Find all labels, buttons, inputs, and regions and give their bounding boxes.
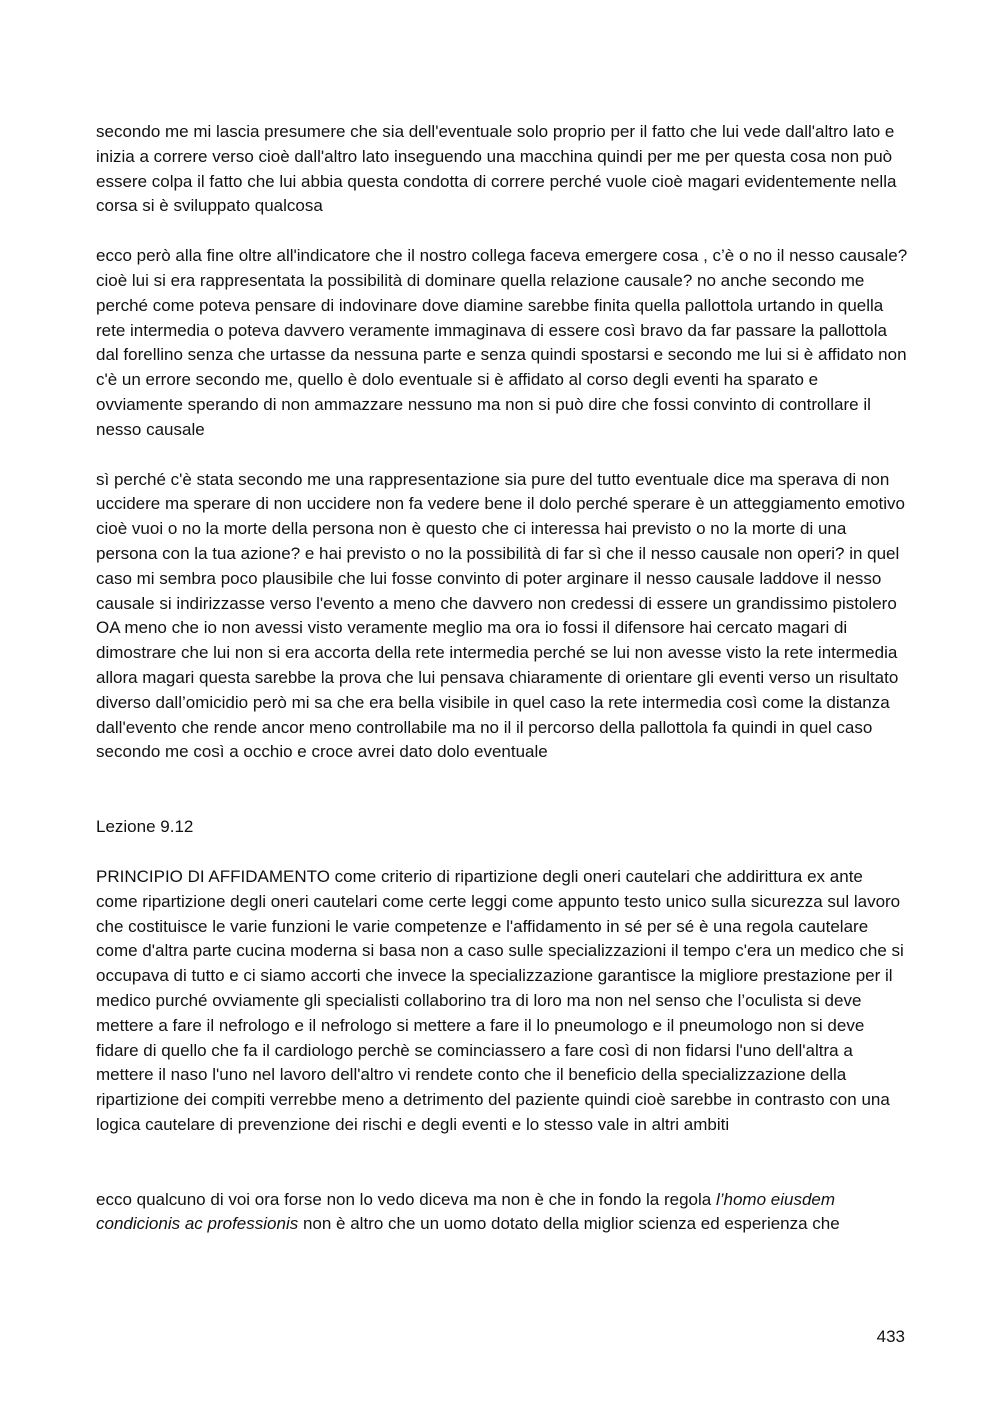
paragraph-5-end: non è altro che un uomo dotato della miglior scienza ed esperienza che xyxy=(298,1214,840,1234)
page-number: 433 xyxy=(876,1327,905,1346)
section-heading: Lezione 9.12 xyxy=(96,817,194,837)
paragraph-2: ecco però alla fine oltre all'indicatore che il nostro collega faceva emergere cosa , c’è o no il nesso causale? cioè lui si era rappresentata la possibilità di dominare quella relazione causale? no anche secondo me perché come poteva pensare di indovinare dove diamine sarebbe finita quella pallottola urtando in quella rete intermedia o poteva davvero veramente immaginava di essere così bravo da far passare la pallottola dal forellino senza che urtasse da nessuna parte e senza quindi spostarsi e secondo me lui si è affidato non c'è un errore secondo me, quello è dolo eventuale si è affidato al corso degli eventi ha sparato e ovviamente sperando di non ammazzare nessuno ma non si può dire che fossi convinto di controllare il nesso causale xyxy=(96,246,908,439)
document-body xyxy=(96,120,908,1237)
latin-phrase: l’homo eiusdem condicionis ac professionis xyxy=(96,1189,836,1234)
paragraph-5 xyxy=(96,1188,908,1238)
paragraph-5-start: ecco qualcuno di voi ora forse non lo vedo diceva ma non è che in fondo la regola xyxy=(96,1189,716,1209)
paragraph-1: secondo me mi lascia presumere che sia dell'eventuale solo proprio per il fatto che lui vede dall'altro lato e inizia a correre verso cioè dall'altro lato inseguendo una macchina quindi per me per questa cosa non può essere colpa il fatto che lui abbia questa condotta di correre perché vuole cioè magari evidentemente nella corsa si è sviluppato qualcosa xyxy=(96,122,897,216)
paragraph-3: sì perché c'è stata secondo me una rappresentazione sia pure del tutto eventuale dice ma sperava di non uccidere ma sperare di non uccidere non fa vedere bene il dolo perché sperare è un atteggiamento emotivo cioè vuoi o no la morte della persona non è questo che ci interessa hai previsto o no la morte di una persona con la tua azione? e hai previsto o no la possibilità di far sì che il nesso causale non operi? in quel caso mi sembra poco plausibile che lui fosse convinto di poter arginare il nesso causale laddove il nesso causale si indirizzasse verso l'evento a meno che davvero non credessi di essere un grandissimo pistolero OA meno che io non avessi visto veramente meglio ma ora io fossi il difensore hai cercato magari di dimostrare che lui non si era accorta della rete intermedia perché se lui non avesse visto la rete intermedia allora magari questa sarebbe la prova che lui pensava chiaramente di orientare gli eventi verso un risultato diverso dall’omicidio però mi sa che era bella visibile in quel caso la rete intermedia così come la distanza dall'evento che rende ancor meno controllabile ma no il il percorso della pallottola fa quindi in quel caso secondo me così a occhio e croce avrei dato dolo eventuale xyxy=(96,469,905,762)
paragraph-4: PRINCIPIO DI AFFIDAMENTO come criterio di ripartizione degli oneri cautelari che addirittura ex ante come ripartizione degli oneri cautelari come certe leggi come appunto testo unico sulla sicurezza sul lavoro che costituisce le varie funzioni le varie competenze e l'affidamento in sé per sé è una regola cautelare come d'altra parte cucina moderna si basa non a caso sulle specializzazioni il tempo c'era un medico che si occupava di tutto e ci siamo accorti che invece la specializzazione garantisce la migliore prestazione per il medico purché ovviamente gli specialisti collaborino tra di loro ma non nel senso che l’oculista si deve mettere a fare il nefrologo e il nefrologo si mettere a fare il lo pneumologo e il pneumologo non si deve fidare di quello che fa il cardiologo perchè se cominciassero a fare così di non fidarsi l'uno dell'altra a mettere il naso l'uno nel lavoro dell'altro vi rendete conto che il beneficio della specializzazione della ripartizione dei compiti verrebbe meno a detrimento del paziente quindi cioè sarebbe in contrasto con una logica cautelare di prevenzione dei rischi e degli eventi e lo stesso vale in altri ambiti xyxy=(96,866,904,1134)
